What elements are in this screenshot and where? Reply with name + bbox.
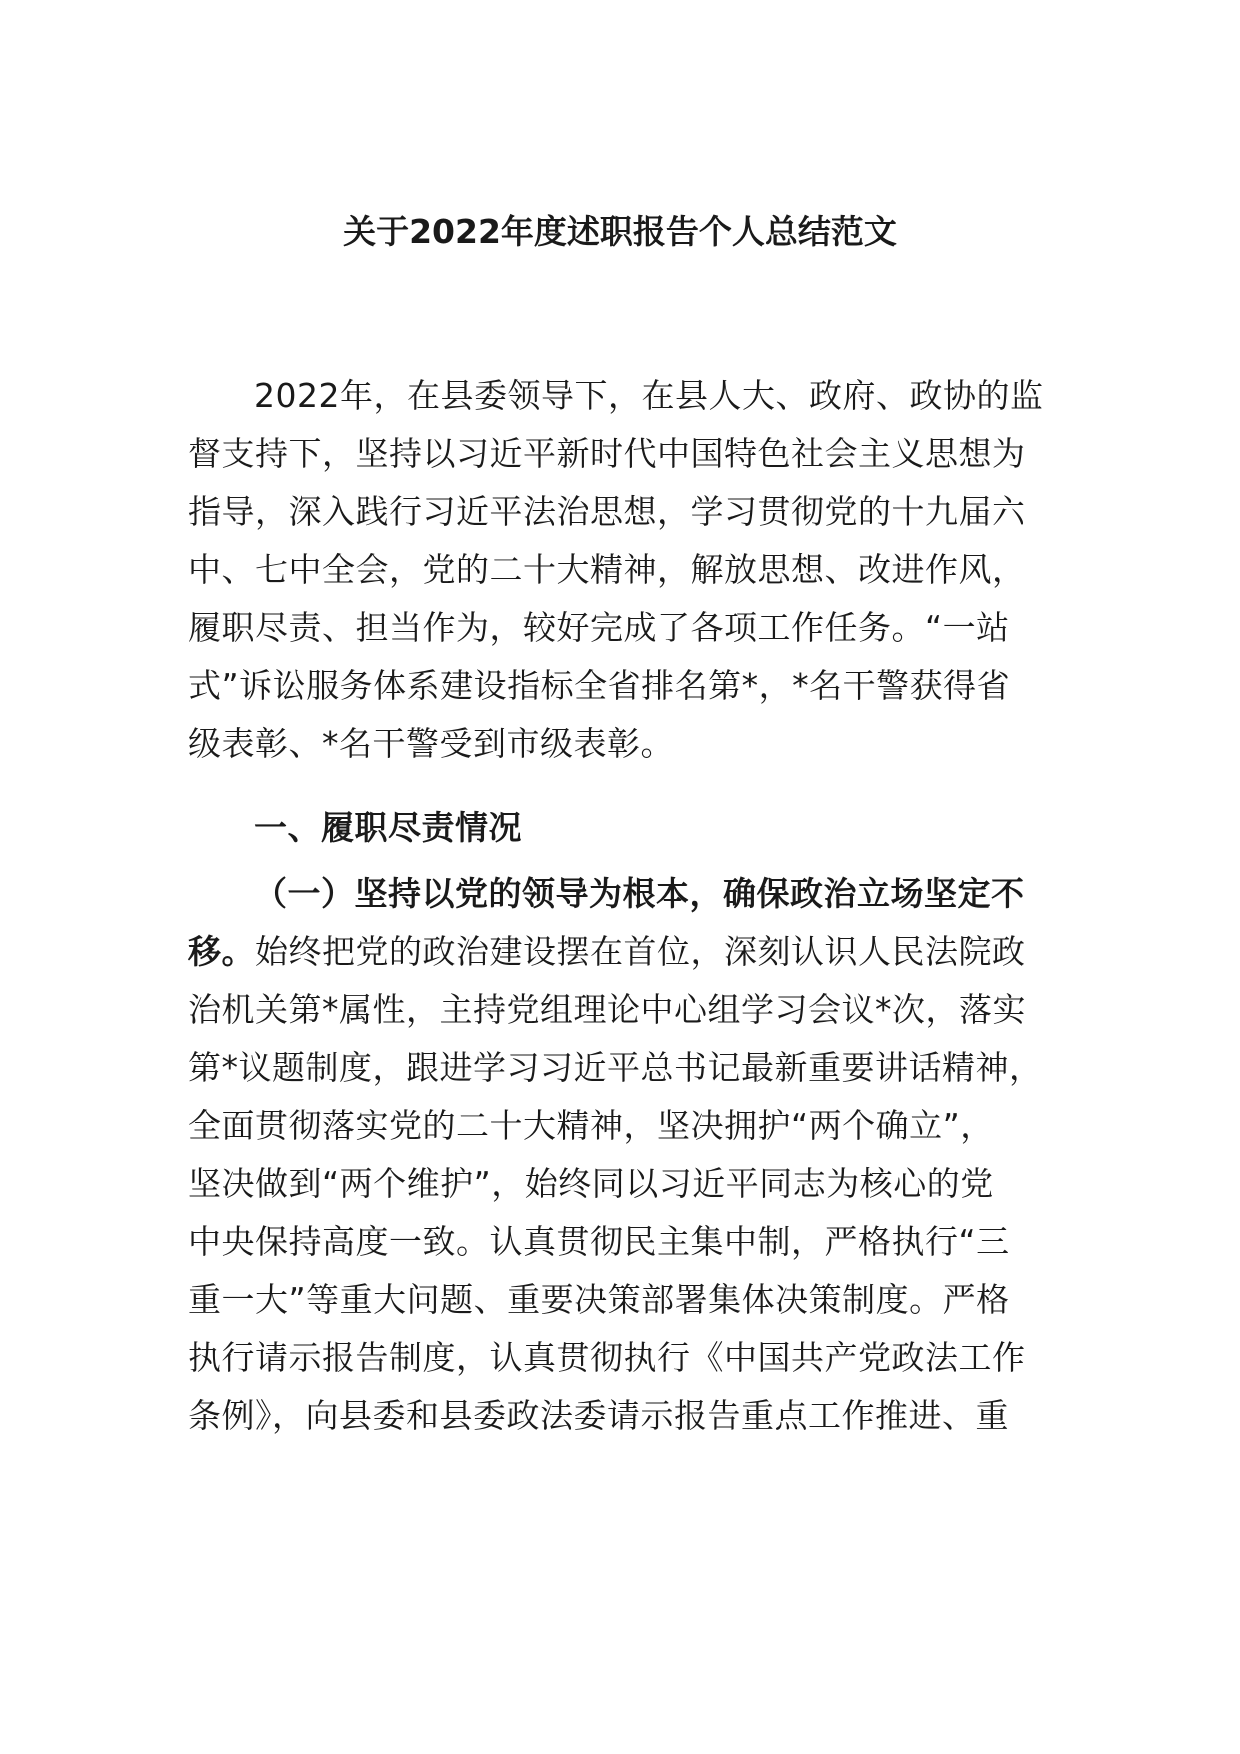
paragraph-text: 始终把党的政治建设摆在首位，深刻认识人民法院政 [255, 932, 1026, 971]
subsection-heading: （一）坚持以党的领导为根本，确保政治立场坚定不 [254, 874, 1025, 913]
paragraph-line: 履职尽责、担当作为，较好完成了各项工作任务。“一站 [188, 608, 1010, 647]
paragraph-line: 中央保持高度一致。认真贯彻民主集中制，严格执行“三 [188, 1222, 1010, 1261]
paragraph-line: 治机关第*属性，主持党组理论中心组学习会议*次，落实 [188, 990, 1026, 1029]
subsection-heading-end: 移。 [188, 932, 255, 971]
paragraph-line: 2022年，在县委领导下，在县人大、政府、政协的监 [254, 376, 1044, 415]
document-title: 关于2022年度述职报告个人总结范文 [343, 212, 897, 251]
paragraph-line: 指导，深入践行习近平法治思想，学习贯彻党的十九届六 [188, 492, 1026, 531]
paragraph-line: 全面贯彻落实党的二十大精神，坚决拥护“两个确立”， [188, 1106, 994, 1145]
paragraph-line: 式”诉讼服务体系建设指标全省排名第*，*名干警获得省 [188, 666, 1011, 705]
paragraph-line: 执行请示报告制度，认真贯彻执行《中国共产党政法工作 [188, 1338, 1026, 1377]
paragraph-line: 级表彰、*名干警受到市级表彰。 [188, 724, 674, 763]
paragraph-line: 中、七中全会，党的二十大精神，解放思想、改进作风， [188, 550, 1026, 589]
section-heading: 一、履职尽责情况 [254, 808, 522, 847]
paragraph-line: 督支持下，坚持以习近平新时代中国特色社会主义思想为 [188, 434, 1026, 473]
paragraph-line: 第*议题制度，跟进学习习近平总书记最新重要讲话精神， [188, 1048, 1043, 1087]
paragraph-line: 条例》，向县委和县委政法委请示报告重点工作推进、重 [188, 1396, 1009, 1435]
paragraph-line: 坚决做到“两个维护”，始终同以习近平同志为核心的党 [188, 1164, 994, 1203]
paragraph-line [188, 930, 1058, 974]
paragraph-line: 重一大”等重大问题、重要决策部署集体决策制度。严格 [188, 1280, 1010, 1319]
